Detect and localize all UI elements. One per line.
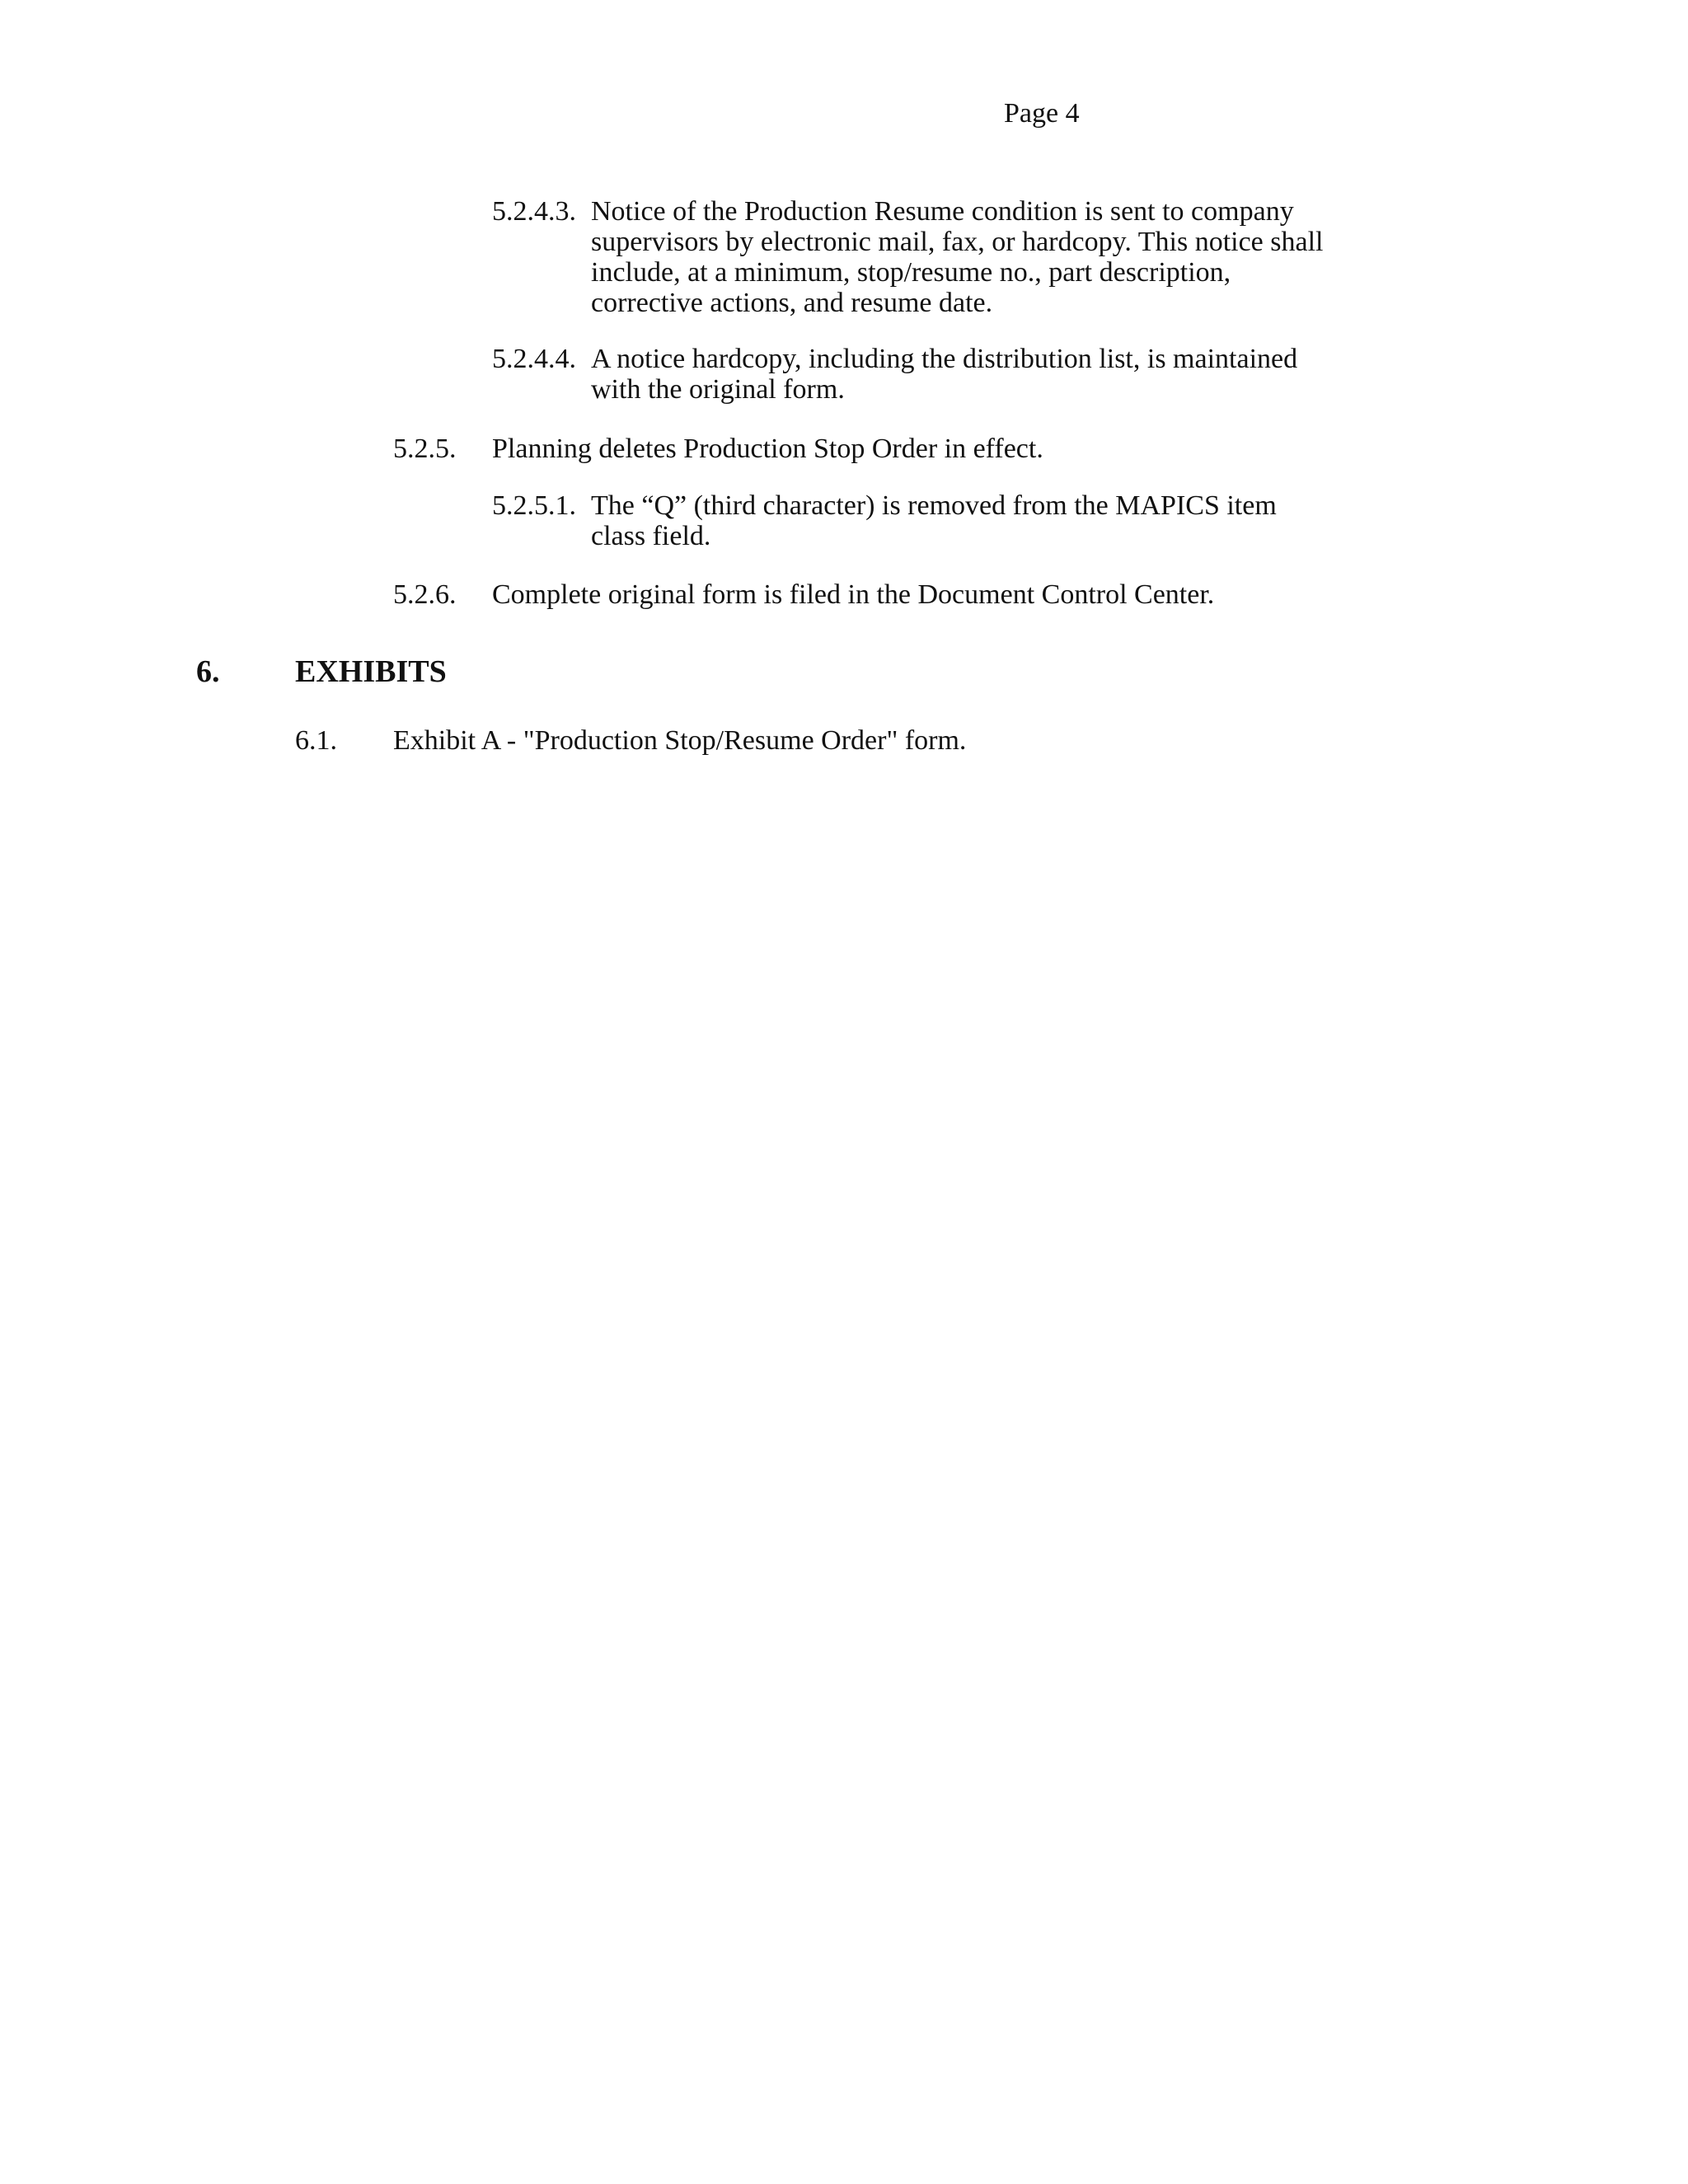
item-text (591, 344, 1399, 405)
item-number: 5.2.5.1. (492, 490, 576, 521)
item-text (492, 579, 1382, 610)
item-text-line: Exhibit A - "Production Stop/Resume Order" form. (393, 725, 967, 756)
item-text-line: corrective actions, and resume date. (591, 288, 993, 318)
item-number: 5.2.6. (393, 579, 457, 610)
item-text-line: Complete original form is filed in the Document Control Center. (492, 579, 1215, 610)
section-title: EXHIBITS (295, 654, 447, 689)
item-number: 5.2.4.3. (492, 196, 576, 227)
page-number: Page 4 (1004, 98, 1080, 129)
item-text-line: A notice hardcopy, including the distribution list, is maintained (591, 344, 1298, 374)
item-text (492, 434, 1382, 464)
item-text-line: class field. (591, 521, 711, 551)
item-text-line: include, at a minimum, stop/resume no., part description, (591, 257, 1231, 288)
item-text-line: Planning deletes Production Stop Order in effect. (492, 434, 1043, 464)
item-number: 5.2.4.4. (492, 344, 576, 374)
item-text-line: The “Q” (third character) is removed from the MAPICS item (591, 490, 1277, 521)
item-text (393, 725, 1366, 756)
item-text-line: with the original form. (591, 374, 845, 405)
item-number: 5.2.5. (393, 434, 457, 464)
item-text (591, 196, 1399, 318)
section-number: 6. (196, 654, 220, 689)
item-text (591, 490, 1399, 551)
item-number: 6.1. (295, 725, 337, 756)
item-text-line: supervisors by electronic mail, fax, or hardcopy. This notice shall (591, 227, 1324, 257)
item-text-line: Notice of the Production Resume condition is sent to company (591, 196, 1294, 227)
